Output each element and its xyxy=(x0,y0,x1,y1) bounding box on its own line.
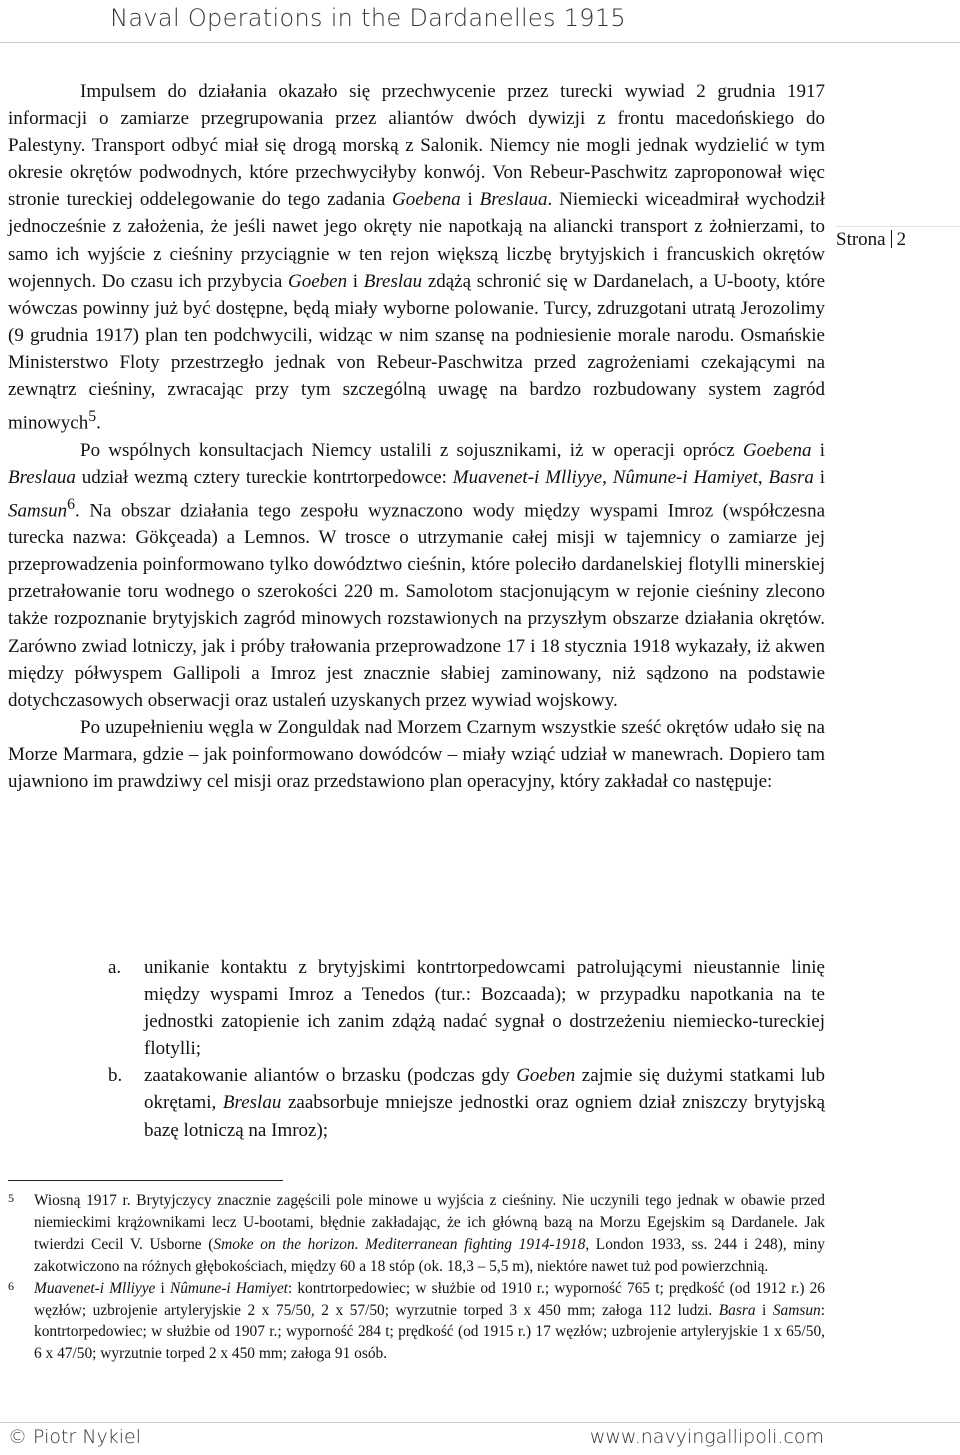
footnote-separator xyxy=(8,1180,283,1181)
footer-author: © Piotr Nykiel xyxy=(8,1426,141,1448)
text-run: zaatakowanie aliantów o brzasku (podczas gdy xyxy=(144,1065,517,1087)
paragraph xyxy=(8,437,825,714)
paragraph xyxy=(8,78,825,437)
text-run: . Na obszar działania tego zespołu wyznaczono wody między wyspami Imroz (współczesna turecka nazwa: Gökçeada) a Lemnos. W trosce o utrzymanie całej misji w tajemnicy o zamiarze jej przeprowadzenia poinformowano tylko dowództwo cieśnin, które poleciło dardanelskiej flotylli minerskiej przetrałowanie toru wodnego o szerokości 220 m. Samolotom stacjonującym w rejonie cieśniny zlecono także rozpoznanie brytyjskich zagród minowych rozstawionych na przyszłym obszarze działania okrętów. Zarówno zwiad lotniczy, jak i próby trałowania przeprowadzone 17 i 18 stycznia 1918 wykazały, iż akwen między półwyspem Gallipoli a Imroz jest znacznie słabiej zaminowany, niż sądzono na podstawie dotychczasowych obserwacji oraz ustaleń uzyskanych przez wywiad wojskowy. xyxy=(8,500,825,711)
text-run: i xyxy=(347,270,364,292)
text-run: zaabsorbuje mniejsze jednostki oraz ogniem dział zniszczy brytyjską bazę lotniczą na Imroz); xyxy=(144,1092,826,1141)
text-run: , xyxy=(757,466,769,488)
list-marker: b. xyxy=(108,1065,123,1087)
list-item-text xyxy=(144,1062,825,1143)
footnote-ref: 5 xyxy=(88,408,97,426)
text-run: Po wspólnych konsultacjach Niemcy ustalili z sojusznikami, iż w operacji oprócz xyxy=(80,439,743,461)
italic-run: Basra xyxy=(768,466,814,488)
italic-run: Goeben xyxy=(288,270,348,292)
plan-list xyxy=(108,954,825,1144)
paragraph xyxy=(8,714,825,795)
footer-website: www.navyingallipoli.com xyxy=(589,1426,824,1448)
text-run: udział wezmą cztery tureckie kontrtorpedowce: xyxy=(75,466,453,488)
footnotes xyxy=(8,1190,825,1365)
italic-run: Muavenet-i Mlliyye xyxy=(452,466,603,488)
italic-run: Smoke on the horizon. Mediterranean fighting 1914-1918 xyxy=(213,1235,586,1253)
footnote-text xyxy=(34,1190,825,1278)
footnote xyxy=(8,1190,825,1278)
text-run: i xyxy=(155,1279,170,1297)
list-item xyxy=(108,1062,825,1143)
footnote-number: 5 xyxy=(8,1191,14,1205)
text-run: . Niemiecki wiceadmirał wychodził jednocześnie z założenia, że jeśli nawet jego okręty nie napotkają na aliancki transport z żołnierzami, to samo ich wyjście z cieśniny przyciągnie w ten rejon większą liczbę brytyjskich i francuskich okrętów wojennych. Do czasu ich przybycia xyxy=(8,189,825,292)
text-run: Wiosną 1917 r. Brytyjczycy znacznie zagęścili pole minowe u wyjścia z cieśniny. Nie uczynili tego jednak w obawie przed niemieckimi krążownikami lecz U-bootami, błędnie zakładając, że ich główną bazą na Morzu Egejskim są Dardanele. Jak twierdzi Cecil V. Usborne ( xyxy=(34,1192,825,1253)
text-run: , London 1933, ss. 244 i 248), miny zakotwiczono na różnych głębokościach, między 60 a 18 stóp (ok. 18,3 – 5,5 m), niektóre nawet tuż pod powierzchnią. xyxy=(34,1235,825,1275)
text-run: Impulsem do działania okazało się przechwycenie przez turecki wywiad 2 grudnia 1917 informacji o zamiarze przegrupowania przez aliantów dwóch dywizji z frontu macedońskiego do Palestyny. Transport odbyć miał się drogą morską z Salonik. Niemcy nie mogli jednak wydzielić w tym okresie okrętów podwodnych, które przechwyciłyby konwój. Von Rebeur-Paschwitz zaproponował więc stronie tureckiej oddelegowanie do tego zadania xyxy=(8,81,825,211)
footer-rule xyxy=(0,1422,960,1423)
text-run: unikanie kontaktu z brytyjskimi kontrtorpedowcami patrolującymi nieustannie linię między wyspami Imroz a Tenedos (tur.: Bozcaada); w przypadku napotkania na te jednostki zatopienie ich zanim zdążą nadać sygnał o dostrzeżeniu niemiecko-tureckiej flotylli; xyxy=(144,957,825,1060)
italic-run: Goeben xyxy=(516,1065,576,1087)
list-item xyxy=(108,954,825,1062)
text-run: i xyxy=(755,1301,773,1319)
page-label-word: Strona xyxy=(836,229,886,250)
footnote-ref: 6 xyxy=(67,495,76,513)
text-run: zdążą schronić się w Dardanelach, a U-booty, które wówczas powinny już być dostępne, będą miały wyborne polowanie. Turcy, zdruzgotani utratą Jerozolimy (9 grudnia 1917) plan ten podchwycili, widząc w nim szansę na podniesienie morale narodu. Osmańskie Ministerstwo Floty przestrzegło jednak von Rebeur-Paschwitza przed zagrożeniami czekającymi na zewnątrz cieśniny, zwracając przy tym szczególną uwagę na bardzo rozbudowany system zagród minowych xyxy=(8,270,825,434)
italic-run: Goebena xyxy=(742,439,812,461)
page-label-separator xyxy=(891,230,892,248)
body-text xyxy=(8,78,825,795)
text-run: : kontrtorpedowiec; w służbie od 1910 r.; wyporność 765 t; prędkość (od 1912 r.) 26 węzłów; uzbrojenie artyleryjskie 2 x 75/50, 2 x 57/50; wyrzutnie torped 3 x 450 mm; załoga 112 ludzi. xyxy=(34,1279,826,1319)
italic-run: Breslau xyxy=(363,270,423,292)
footnote xyxy=(8,1278,825,1366)
italic-run: Nûmune-i Hamiyet xyxy=(169,1279,288,1297)
list-item-text xyxy=(144,954,825,1062)
italic-run: Muavenet-i Mlliyye xyxy=(34,1279,156,1297)
footnote-number: 6 xyxy=(8,1278,14,1293)
italic-run: Nûmune-i Hamiyet xyxy=(612,466,758,488)
italic-run: Samsun xyxy=(772,1301,821,1319)
text-run: i xyxy=(811,439,825,461)
header-title: Naval Operations in the Dardanelles 1915 xyxy=(110,4,626,32)
text-run: : kontrtorpedowiec; w służbie od 1907 r.; wyporność 284 t; prędkość (od 1915 r.) 17 węzłów; uzbrojenie artyleryjskie 1 x 65/50, 6 x 47/50; wyrzutnie torped 2 x 450 mm; załoga 91 osób. xyxy=(34,1301,825,1363)
text-run: zajmie się dużymi statkami lub okrętami, xyxy=(144,1065,825,1114)
page-number: 2 xyxy=(896,229,907,250)
footnote-text xyxy=(34,1278,825,1366)
text-run: i xyxy=(460,189,480,211)
header-rule xyxy=(0,42,960,43)
italic-run: Samsun xyxy=(8,500,68,522)
text-run: Po uzupełnieniu węgla w Zonguldak nad Morzem Czarnym wszystkie sześć okrętów udało się na Morze Marmara, gdzie – jak poinformowano dowódców – miały wziąć udział w manewrach. Dopiero tam ujawniono im prawdziwy cel misji oraz przedstawiono plan operacyjny, który zakładał co następuje: xyxy=(8,716,825,792)
italic-run: Breslaua xyxy=(8,466,76,488)
italic-run: Breslau xyxy=(222,1092,282,1114)
text-run: i xyxy=(813,466,825,488)
text-run: , xyxy=(602,466,613,488)
italic-run: Breslaua xyxy=(479,189,548,211)
italic-run: Goebena xyxy=(392,189,461,211)
text-run: . xyxy=(96,412,101,434)
italic-run: Basra xyxy=(718,1301,756,1319)
page-label xyxy=(836,226,960,251)
list-marker: a. xyxy=(108,957,122,978)
